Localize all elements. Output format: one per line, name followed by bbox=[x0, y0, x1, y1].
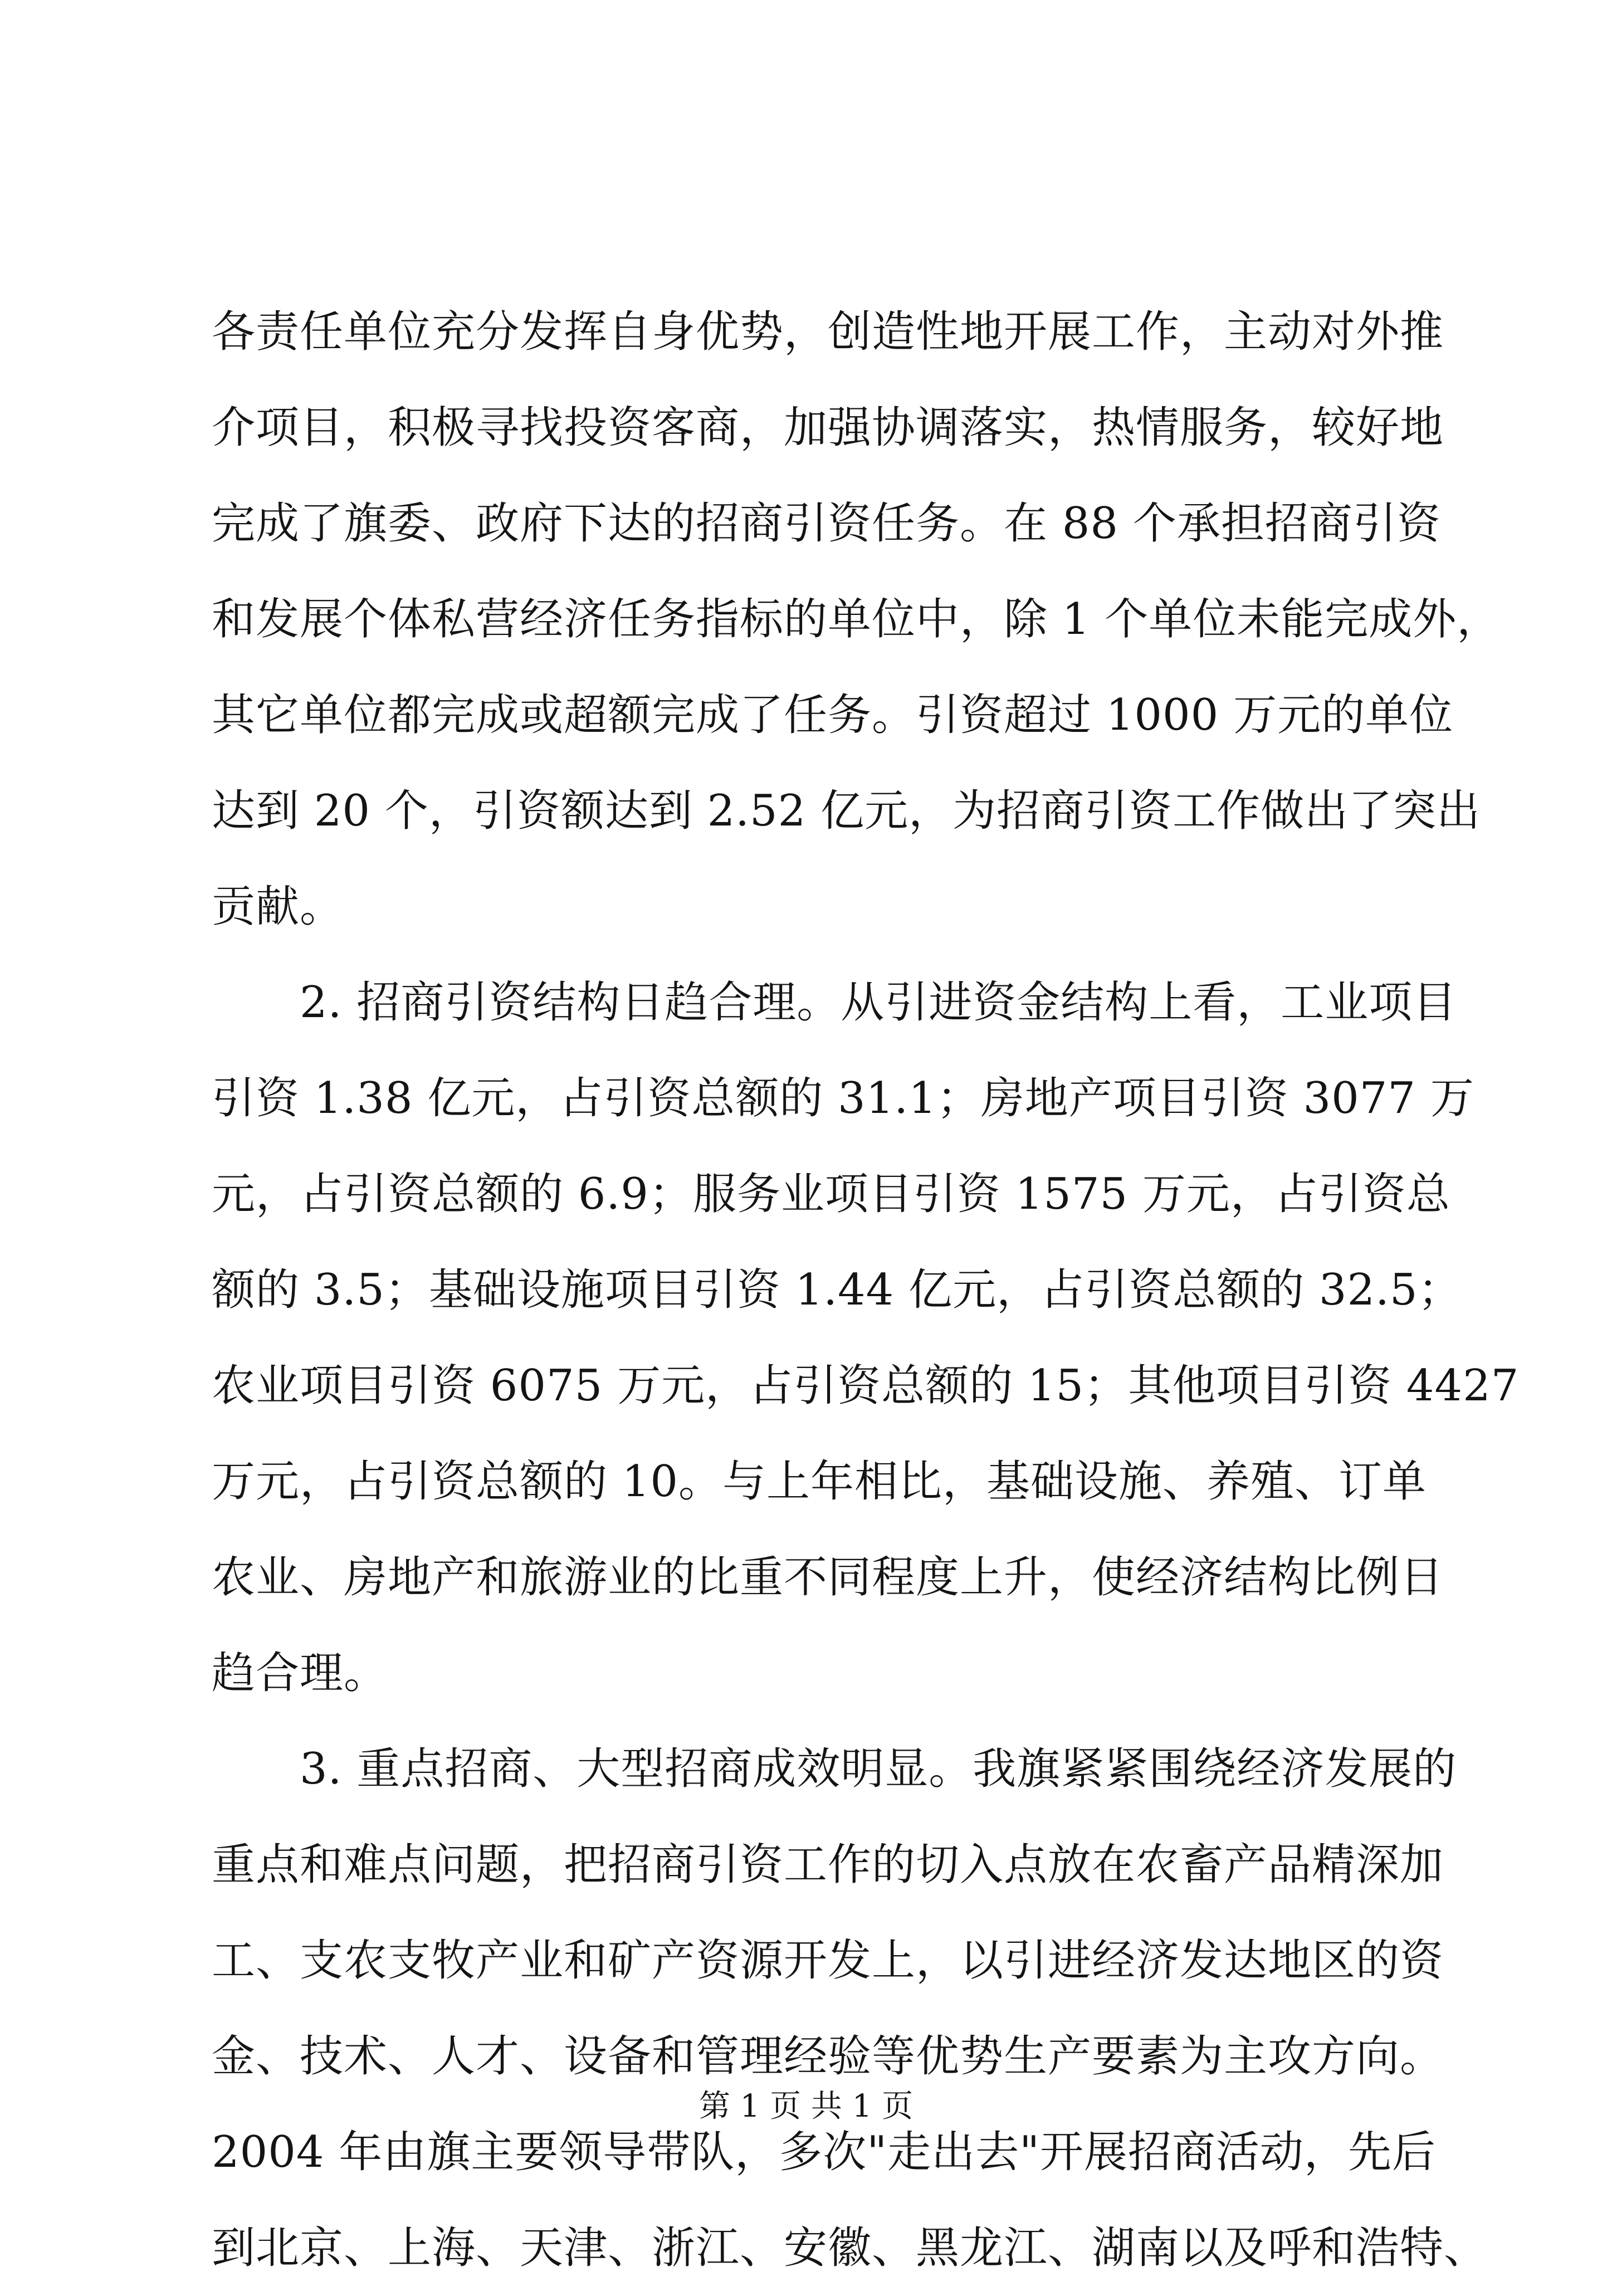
document-body bbox=[212, 284, 1520, 2296]
text-line: 趋合理。 bbox=[212, 1648, 388, 1698]
text-line: 介项目，积极寻找投资客商，加强协调落实，热情服务，较好地 bbox=[212, 403, 1444, 453]
text-line: 万元，占引资总额的 10。与上年相比，基础设施、养殖、订单 bbox=[212, 1457, 1427, 1507]
text-line: 2. 招商引资结构日趋合理。从引进资金结构上看，工业项目 bbox=[300, 978, 1457, 1028]
text-line: 工、支农支牧产业和矿产资源开发上，以引进经济发达地区的资 bbox=[212, 1936, 1444, 1986]
text-line: 和发展个体私营经济任务指标的单位中，除 1 个单位未能完成外， bbox=[212, 594, 1501, 644]
text-line: 农业、房地产和旅游业的比重不同程度上升，使经济结构比例日 bbox=[212, 1552, 1444, 1603]
text-line: 达到 20 个，引资额达到 2.52 亿元，为招商引资工作做出了突出 bbox=[212, 786, 1481, 836]
text-line: 到北京、上海、天津、浙江、安徽、黑龙江、湖南以及呼和浩特、 bbox=[212, 2223, 1488, 2273]
text-line: 3. 重点招商、大型招商成效明显。我旗紧紧围绕经济发展的 bbox=[300, 1744, 1457, 1794]
text-line: 金、技术、人才、设备和管理经验等优势生产要素为主攻方向。 bbox=[212, 2031, 1444, 2082]
text-line: 元，占引资总额的 6.9；服务业项目引资 1575 万元，占引资总 bbox=[212, 1169, 1450, 1219]
text-line: 2004 年由旗主要领导带队，多次"走出去"开展招商活动，先后 bbox=[212, 2127, 1437, 2177]
text-line: 贡献。 bbox=[212, 882, 344, 932]
text-line: 重点和难点问题，把招商引资工作的切入点放在农畜产品精深加 bbox=[212, 1840, 1444, 1890]
text-line: 农业项目引资 6075 万元，占引资总额的 15；其他项目引资 4427 bbox=[212, 1361, 1520, 1411]
text-line: 其它单位都完成或超额完成了任务。引资超过 1000 万元的单位 bbox=[212, 690, 1454, 740]
text-line: 各责任单位充分发挥自身优势，创造性地开展工作，主动对外推 bbox=[212, 307, 1444, 357]
page-footer: 第 1 页 共 1 页 bbox=[698, 2088, 914, 2124]
text-line: 引资 1.38 亿元，占引资总额的 31.1；房地产项目引资 3077 万 bbox=[212, 1073, 1474, 1123]
text-line: 额的 3.5；基础设施项目引资 1.44 亿元，占引资总额的 32.5； bbox=[212, 1265, 1462, 1315]
text-line: 完成了旗委、政府下达的招商引资任务。在 88 个承担招商引资 bbox=[212, 499, 1441, 549]
